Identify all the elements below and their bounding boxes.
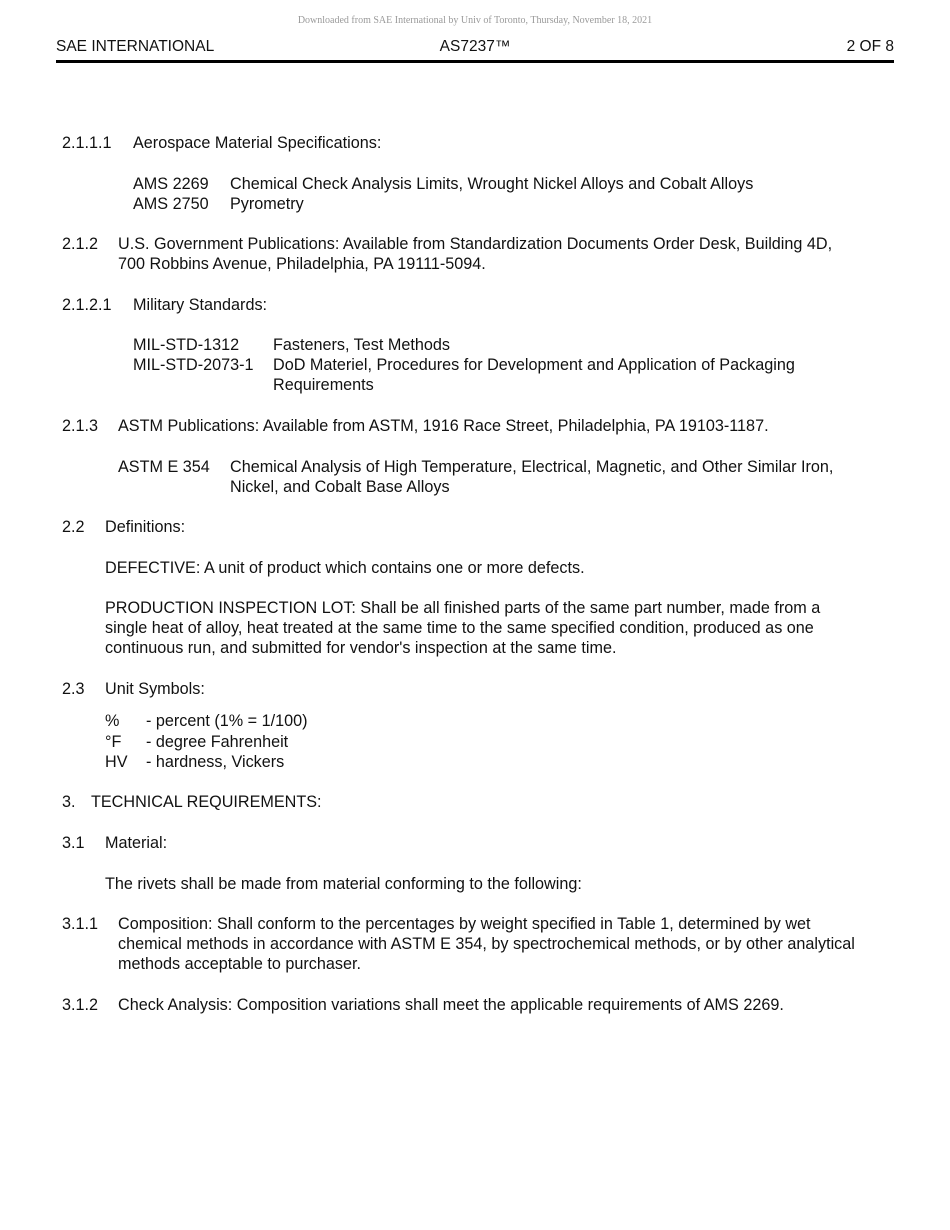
- section-title: Definitions:: [105, 518, 186, 536]
- section-number: 2.3: [62, 680, 85, 698]
- header-page-number: 2 OF 8: [846, 38, 894, 55]
- section-number: 3.1.1: [62, 915, 99, 933]
- reference-title: Fasteners, Test Methods: [273, 336, 450, 354]
- definition-production-inspection-lot: PRODUCTION INSPECTION LOT: Shall be all finished parts of the same part number, made from a single heat of alloy, heat treated at the same time to the same specified condition, produced as one continuous run, and submitted for vendor's inspection at the same time.: [105, 599, 821, 658]
- header-rule: [56, 60, 894, 63]
- header-document-number: AS7237™: [439, 38, 511, 55]
- unit-symbol: %: [105, 712, 120, 730]
- section-paragraph: Check Analysis: Composition variations shall meet the applicable requirements of AMS 2269.: [118, 996, 784, 1014]
- section-paragraph: ASTM Publications: Available from ASTM, 1916 Race Street, Philadelphia, PA 19103-1187.: [118, 417, 769, 435]
- unit-symbol: HV: [105, 753, 128, 771]
- reference-code: MIL-STD-2073-1: [133, 356, 254, 374]
- section-number: 2.1.2.1: [62, 296, 112, 314]
- unit-description: - percent (1% = 1/100): [146, 712, 308, 730]
- section-number: 3.1: [62, 834, 85, 852]
- section-number: 3.: [62, 793, 76, 811]
- section-title: TECHNICAL REQUIREMENTS:: [91, 793, 322, 811]
- section-number: 2.1.2: [62, 235, 99, 253]
- unit-description: - hardness, Vickers: [146, 753, 285, 771]
- section-title: Unit Symbols:: [105, 680, 205, 698]
- section-paragraph: U.S. Government Publications: Available from Standardization Documents Order Desk, Building 4D, 700 Robbins Avenue, Philadelphia, PA 19111-5094.: [118, 235, 833, 274]
- reference-title: DoD Materiel, Procedures for Development and Application of Packaging Requirements: [273, 356, 795, 395]
- reference-code: AMS 2750: [133, 195, 209, 213]
- reference-code: MIL-STD-1312: [133, 336, 240, 354]
- unit-description: - degree Fahrenheit: [146, 733, 289, 751]
- section-number: 2.1.3: [62, 417, 99, 435]
- section-number: 2.2: [62, 518, 85, 536]
- reference-code: AMS 2269: [133, 175, 209, 193]
- section-number: 2.1.1.1: [62, 134, 112, 152]
- reference-code: ASTM E 354: [118, 458, 210, 476]
- reference-title: Pyrometry: [230, 195, 304, 213]
- reference-title: Chemical Analysis of High Temperature, Electrical, Magnetic, and Other Similar Iron, Nickel, and Cobalt Base Alloys: [230, 458, 834, 497]
- page-header: [56, 38, 894, 58]
- definition-defective: DEFECTIVE: A unit of product which contains one or more defects.: [105, 559, 585, 577]
- header-organization: SAE INTERNATIONAL: [56, 38, 215, 55]
- section-paragraph: Composition: Shall conform to the percentages by weight specified in Table 1, determined by wet chemical methods in accordance with ASTM E 354, by spectrochemical methods, or by other analytical methods acceptable to purchaser.: [118, 915, 855, 974]
- unit-symbol: °F: [105, 733, 122, 751]
- section-title: Military Standards:: [133, 296, 268, 314]
- section-paragraph: The rivets shall be made from material conforming to the following:: [105, 875, 582, 893]
- section-title: Aerospace Material Specifications:: [133, 134, 382, 152]
- reference-title: Chemical Check Analysis Limits, Wrought Nickel Alloys and Cobalt Alloys: [230, 175, 754, 193]
- section-title: Material:: [105, 834, 168, 852]
- download-watermark: Downloaded from SAE International by Univ of Toronto, Thursday, November 18, 2021: [297, 15, 653, 26]
- section-number: 3.1.2: [62, 996, 99, 1014]
